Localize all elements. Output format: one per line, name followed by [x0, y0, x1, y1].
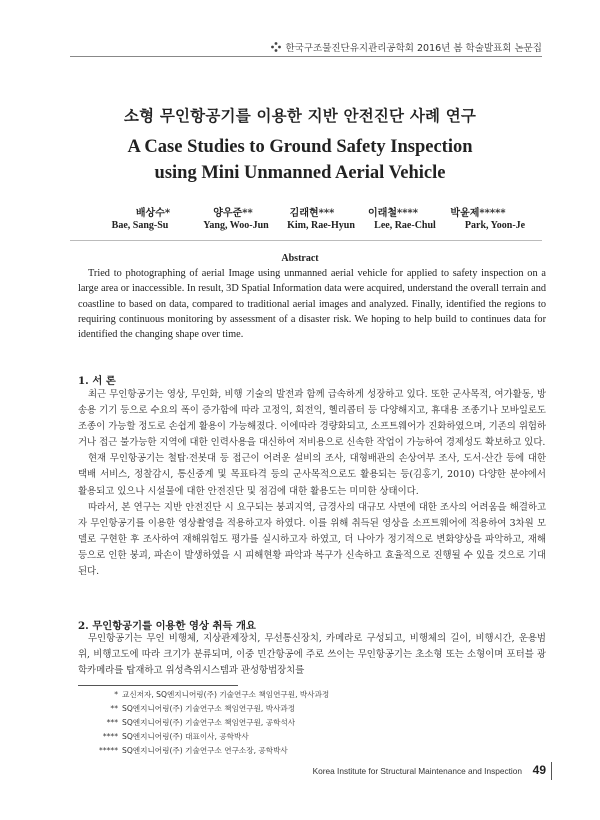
author-ko: 배상수* — [135, 208, 171, 219]
author-ko: 박윤제***** — [450, 208, 506, 219]
footnotes — [78, 688, 458, 758]
author-separator — [70, 240, 542, 241]
footnote: * 교신저자, SQ엔지니어링(주) 기술연구소 책임연구원, 박사과정 — [114, 690, 330, 699]
header-rule — [70, 56, 542, 57]
author-en: Kim, Rae-Hyun — [287, 220, 355, 231]
page-footer — [290, 764, 552, 780]
footnote: ** SQ엔지니어링(주) 기술연구소 책임연구원, 박사과정 — [110, 704, 296, 713]
author-ko: 이래철**** — [368, 208, 418, 219]
title-korean: 소형 무인항공기를 이용한 지반 안전진단 사례 연구 — [123, 106, 477, 125]
abstract-heading: Abstract — [281, 253, 319, 264]
title-english — [0, 134, 600, 186]
paragraph: 무인항공기는 무인 비행체, 지상관제장치, 무선통신장치, 카메라로 구성되고, 비행체의 길이, 비행시간, 운용범위, 비행고도에 따라 크기가 분류되며, 이중 민간항공에 주로 쓰이는 무인항공기는 초소형 또는 소형이며 포터블 광학카메라를 탑재하고 위성측위시스템과 관성항법장치를 — [78, 633, 546, 677]
footer-text: Korea Institute for Structural Maintenance and Inspection — [312, 766, 522, 776]
section-heading: 2. 무인항공기를 이용한 영상 취득 개요 — [78, 620, 256, 632]
author-ko: 김래현*** — [289, 208, 335, 219]
author-ko: 양우준** — [213, 208, 253, 219]
paragraph: 최근 무인항공기는 영상, 무인화, 비행 기술의 발전과 함께 급속하게 성장하고 있다. 또한 군사목적, 여가활동, 방송용 기기 등으로 수요의 폭이 증가함에 따라 고정익, 회전익, 헬리콥터 등 다양해지고, 휴대용 조종기나 모바일로도 조종이 가능할 정도로 손쉽게 활용이 가능해졌다. 이에따라 경량화되고, 소프트웨어가 진화하였으며, 기존의 위험하거나 접근 불가능한 지역에 대한 인력사용을 대신하여 저비용으로 신속한 작업이 가능하여 경제성도 확보하고 있다. — [78, 389, 546, 449]
footer-bar — [551, 762, 552, 780]
footnote: *** SQ엔지니어링(주) 기술연구소 책임연구원, 공학석사 — [106, 718, 296, 727]
section-body — [78, 387, 546, 580]
footnote: **** SQ엔지니어링(주) 대표이사, 공학박사 — [102, 732, 249, 741]
author-en: Lee, Rae-Chul — [374, 220, 436, 231]
page-number: 49 — [532, 763, 546, 777]
paragraph: 현재 무인항공기는 철탑·전봇대 등 접근이 어려운 설비의 조사, 대형배관의 손상여부 조사, 도서·산간 등에 대한 택배 서비스, 정찰감시, 통신중계 및 목표타격 등의 군사목적으로도 활용되는 등(김홍기, 2010) 다양한 분야에서 활용되고 있으나 시설물에 대한 안전진단 및 점검에 대한 활용도는 미미한 상태이다. — [78, 453, 546, 497]
header-text: 한국구조물진단유지관리공학회 2016년 봄 학술발표회 논문집 — [285, 43, 542, 54]
title-english-line1: A Case Studies to Ground Safety Inspection — [127, 137, 473, 157]
title-english-line2: using Mini Unmanned Aerial Vehicle — [154, 163, 446, 183]
footnote-rule — [78, 685, 238, 686]
abstract-text: Tried to photographing of aerial Image using unmanned aerial vehicle for applied to safety inspection on a large area or inaccessible. In result, 3D Spatial Information data were acquired, understand the overall terrain and coastline to based on data, compared to traditional aerial images and analyzed. Finally, identified the regions to requiring continuous monitoring by assessment of a disaster risk. We hoping to help build to continues data for identified the changing shape over time. — [78, 268, 546, 341]
authors-korean — [0, 204, 600, 218]
running-header — [271, 40, 542, 54]
authors-english — [0, 220, 600, 234]
author-en: Park, Yoon-Je — [464, 220, 526, 231]
section-heading: 1. 서 론 — [78, 375, 116, 387]
section-body — [78, 631, 546, 679]
footnote: ***** SQ엔지니어링(주) 기술연구소 연구소장, 공학박사 — [99, 746, 288, 755]
diamond-dots-icon — [271, 42, 281, 52]
paragraph: 따라서, 본 연구는 지반 안전진단 시 요구되는 붕괴지역, 급경사의 대규모 사면에 대한 조사의 어려움을 해결하고자 무인항공기를 이용한 영상촬영을 적용하고자 하였다. 이를 위해 취득된 영상을 소프트웨어에 적용하여 3차원 모델로 구현한 후 조사하여 재해위험도 평가를 실시하고자 하였고, 더 나아가 정기적으로 변화양상을 파악하고, 재해 등으로 인한 붕괴, 파손이 발생하였을 시 피해현황 파악과 복구가 신속하고 효율적으로 진행될 수 있을 것으로 기대된다. — [78, 501, 546, 578]
author-en: Bae, Sang-Su — [111, 220, 169, 231]
author-en: Yang, Woo-Jun — [203, 220, 269, 231]
